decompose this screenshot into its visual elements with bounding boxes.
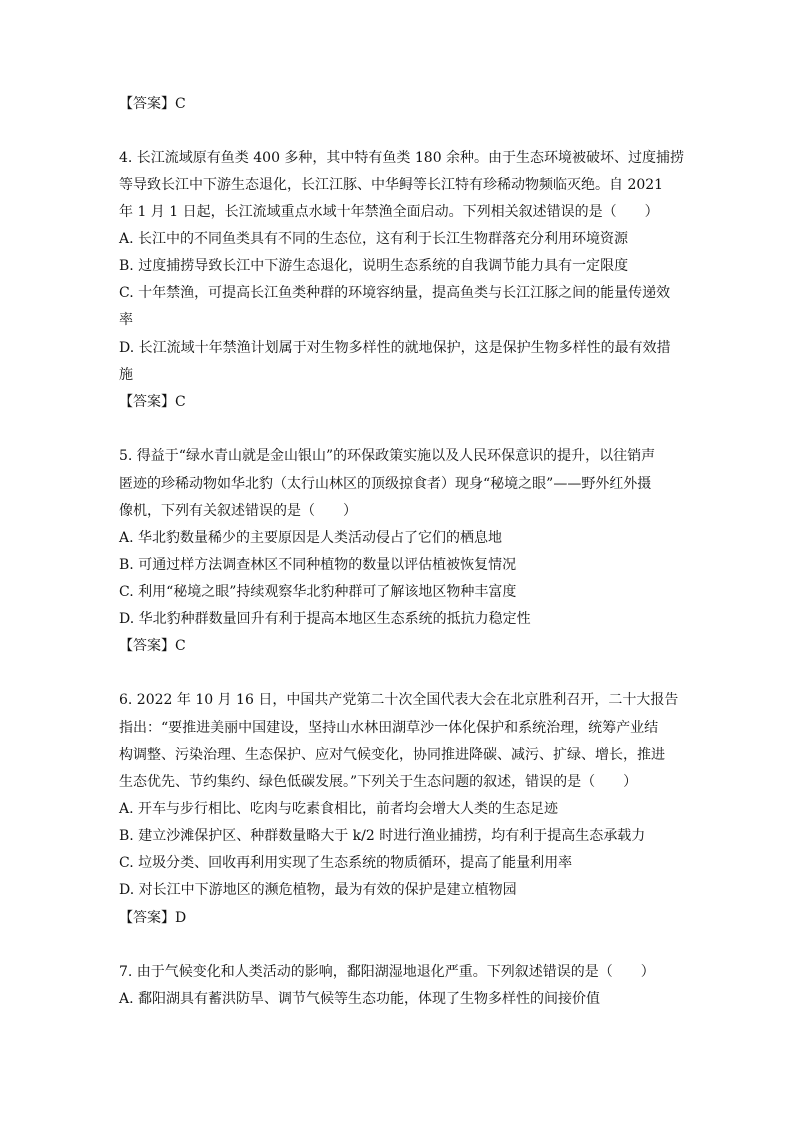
answer-tag: 【答案】 [119, 638, 175, 654]
q5-stem-line-2: 匿迹的珍稀动物如华北豹（太行山林区的顶级掠食者）现身“秘境之眼”——野外红外摄 [119, 476, 652, 492]
answer-q3 [119, 94, 186, 114]
q6-option-b: B. 建立沙滩保护区、种群数量略大于 k/2 时进行渔业捕捞，均有利于提高生态承载力 [119, 828, 646, 844]
q4-stem-line-1: 4. 长江流域原有鱼类 400 多种，其中特有鱼类 180 余种。由于生态环境被破坏、过度捕捞 [119, 150, 685, 166]
q5-option-a: A. 华北豹数量稀少的主要原因是人类活动侵占了它们的栖息地 [119, 530, 503, 546]
q4-option-c-line-2: 率 [119, 312, 133, 328]
answer-value: C [175, 96, 186, 112]
q4-option-a: A. 长江中的不同鱼类具有不同的生态位，这有利于长江生物群落充分利用环境资源 [119, 231, 629, 247]
answer-tag: 【答案】 [119, 96, 175, 112]
q6-option-c: C. 垃圾分类、回收再利用实现了生态系统的物质循环，提高了能量利用率 [119, 855, 573, 871]
answer-q4 [119, 392, 186, 412]
q6-stem-line-2: 指出：“要推进美丽中国建设，坚持山水林田湖草沙一体化保护和系统治理，统筹产业结 [119, 720, 659, 736]
q5-option-c: C. 利用“秘境之眼”持续观察华北豹种群可了解该地区物种丰富度 [119, 584, 517, 600]
answer-value: D [175, 910, 187, 926]
q4-stem-line-3: 年 1 月 1 日起，长江流域重点水域十年禁渔全面启动。下列相关叙述错误的是（ ） [119, 204, 659, 220]
q4-option-d-line-1: D. 长江流域十年禁渔计划属于对生物多样性的就地保护，这是保护生物多样性的最有效措 [119, 340, 671, 356]
q6-stem-line-1: 6. 2022 年 10 月 16 日，中国共产党第二十次全国代表大会在北京胜利召开，二十大报告 [119, 692, 679, 708]
q4-option-b: B. 过度捕捞导致长江中下游生态退化，说明生态系统的自我调节能力具有一定限度 [119, 258, 629, 274]
q7-option-a: A. 鄱阳湖具有蓄洪防旱、调节气候等生态功能，体现了生物多样性的间接价值 [119, 991, 601, 1007]
q4-option-d-line-2: 施 [119, 367, 133, 383]
q4-stem-line-2: 等导致长江中下游生态退化，长江江豚、中华鲟等长江特有珍稀动物频临灭绝。自 2021 [119, 177, 664, 193]
answer-value: C [175, 394, 186, 410]
answer-tag: 【答案】 [119, 394, 175, 410]
q4-option-c-line-1: C. 十年禁渔，可提高长江鱼类种群的环境容纳量，提高鱼类与长江江豚之间的能量传递效 [119, 285, 671, 301]
answer-value: C [175, 638, 186, 654]
q5-stem-line-3: 像机，下列有关叙述错误的是（ ） [119, 503, 357, 519]
q6-stem-line-4: 生态优先、节约集约、绿色低碳发展。”下列关于生态问题的叙述，错误的是（ ） [119, 774, 638, 790]
q5-option-b: B. 可通过样方法调查林区不同种植物的数量以评估植被恢复情况 [119, 557, 517, 573]
q5-option-d: D. 华北豹种群数量回升有利于提高本地区生态系统的抵抗力稳定性 [119, 611, 531, 627]
q6-stem-line-3: 构调整、污染治理、生态保护、应对气候变化，协同推进降碳、减污、扩绿、增长，推进 [119, 747, 665, 763]
answer-tag: 【答案】 [119, 910, 175, 926]
q6-option-a: A. 开车与步行相比、吃肉与吃素食相比，前者均会增大人类的生态足迹 [119, 801, 559, 817]
q7-stem: 7. 由于气候变化和人类活动的影响，鄱阳湖湿地退化严重。下列叙述错误的是（ ） [119, 964, 655, 980]
q5-stem-line-1: 5. 得益于“绿水青山就是金山银山”的环保政策实施以及人民环保意识的提升，以往销声 [119, 448, 656, 464]
answer-q5 [119, 636, 186, 656]
q6-option-d: D. 对长江中下游地区的濒危植物，最为有效的保护是建立植物园 [119, 882, 517, 898]
answer-q6 [119, 908, 186, 928]
